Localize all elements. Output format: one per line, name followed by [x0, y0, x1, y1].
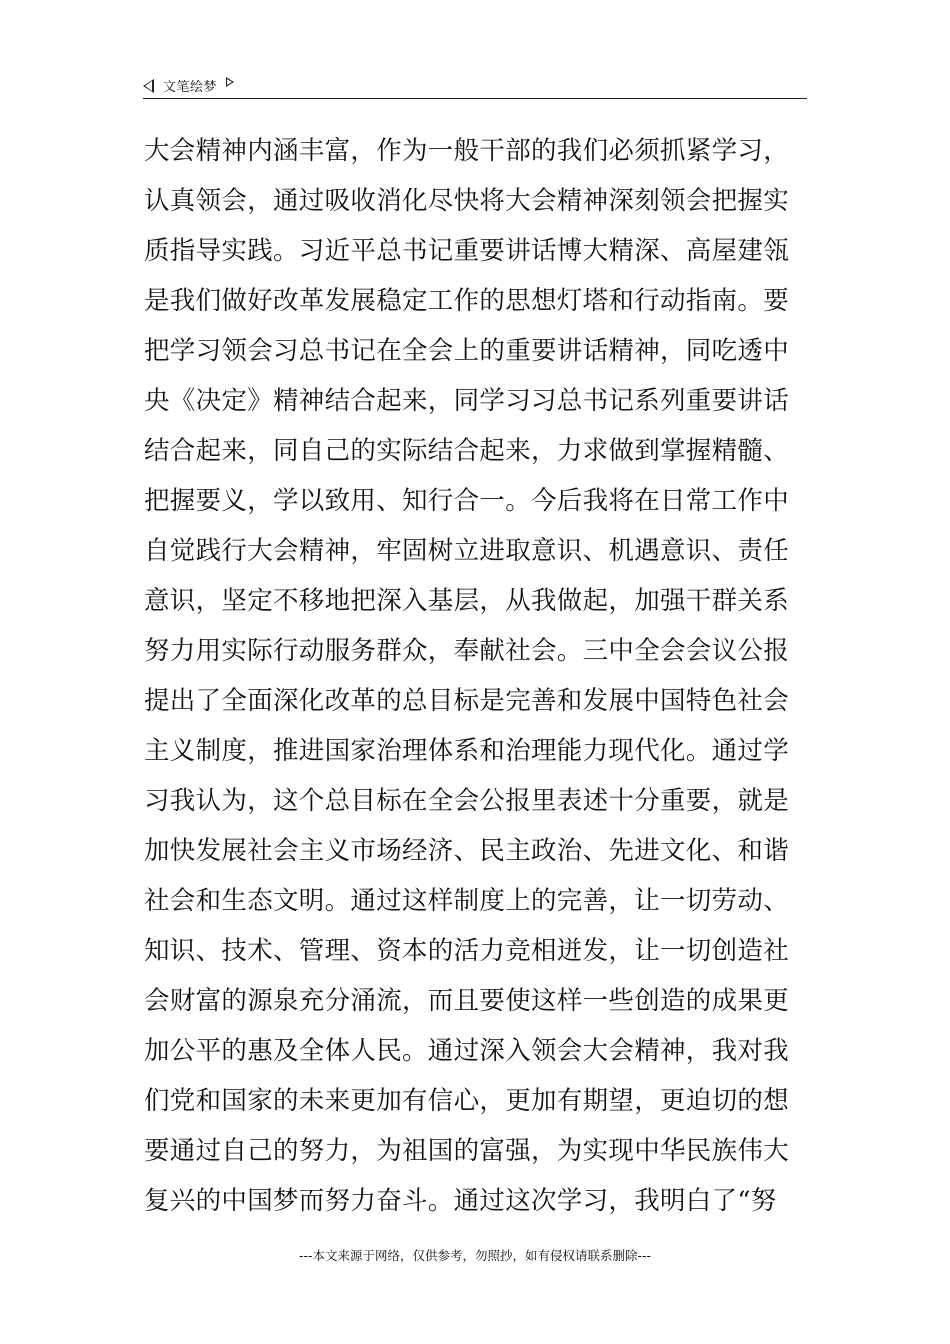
document-body	[144, 126, 824, 1226]
text-line: 加公平的惠及全体人民。通过深入领会大会精神，我对我	[144, 1036, 790, 1066]
text-line: 结合起来，同自己的实际结合起来，力求做到掌握精髓、	[144, 436, 790, 466]
text-line: 社会和生态文明。通过这样制度上的完善，让一切劳动、	[144, 886, 790, 916]
text-line: 认真领会，通过吸收消化尽快将大会精神深刻领会把握实	[144, 186, 790, 216]
text-line: 努力用实际行动服务群众，奉献社会。三中全会会议公报	[144, 636, 790, 666]
text-line: 习我认为，这个总目标在全会公报里表述十分重要，就是	[144, 786, 790, 816]
text-line: 把握要义，学以致用、知行合一。今后我将在日常工作中	[144, 486, 790, 516]
triangle-left-outline-icon	[143, 79, 154, 93]
text-line: 自觉践行大会精神，牢固树立进取意识、机遇意识、责任	[144, 536, 790, 566]
text-line: 知识、技术、管理、资本的活力竞相迸发，让一切创造社	[144, 936, 790, 966]
text-line: 大会精神内涵丰富，作为一般干部的我们必须抓紧学习，	[144, 136, 790, 166]
triangle-right-outline-icon	[226, 77, 234, 87]
text-line: 央《决定》精神结合起来，同学习习总书记系列重要讲话	[144, 386, 790, 416]
text-line: 会财富的源泉充分涌流，而且要使这样一些创造的成果更	[144, 986, 790, 1016]
text-line: 质指导实践。习近平总书记重要讲话博大精深、高屋建瓴	[144, 236, 790, 266]
header-title: 文笔绘梦	[163, 79, 218, 95]
text-line: 加快发展社会主义市场经济、民主政治、先进文化、和谐	[144, 836, 790, 866]
text-line: 是我们做好改革发展稳定工作的思想灯塔和行动指南。要	[144, 286, 790, 316]
text-line: 要通过自己的努力，为祖国的富强，为实现中华民族伟大	[144, 1136, 790, 1166]
text-line: 意识，坚定不移地把深入基层，从我做起，加强干群关系	[144, 586, 790, 616]
text-line: 复兴的中国梦而努力奋斗。通过这次学习，我明白了“努	[144, 1186, 777, 1216]
text-line: 把学习领会习总书记在全会上的重要讲话精神，同吃透中	[144, 336, 790, 366]
page-header	[143, 74, 807, 99]
text-line: 提出了全面深化改革的总目标是完善和发展中国特色社会	[144, 686, 790, 716]
text-line: 们党和国家的未来更加有信心，更加有期望，更迫切的想	[144, 1086, 790, 1116]
text-line: 主义制度，推进国家治理体系和治理能力现代化。通过学	[144, 736, 790, 766]
page-footer: ---本文来源于网络，仅供参考，勿照抄，如有侵权请联系删除---	[298, 1248, 652, 1263]
